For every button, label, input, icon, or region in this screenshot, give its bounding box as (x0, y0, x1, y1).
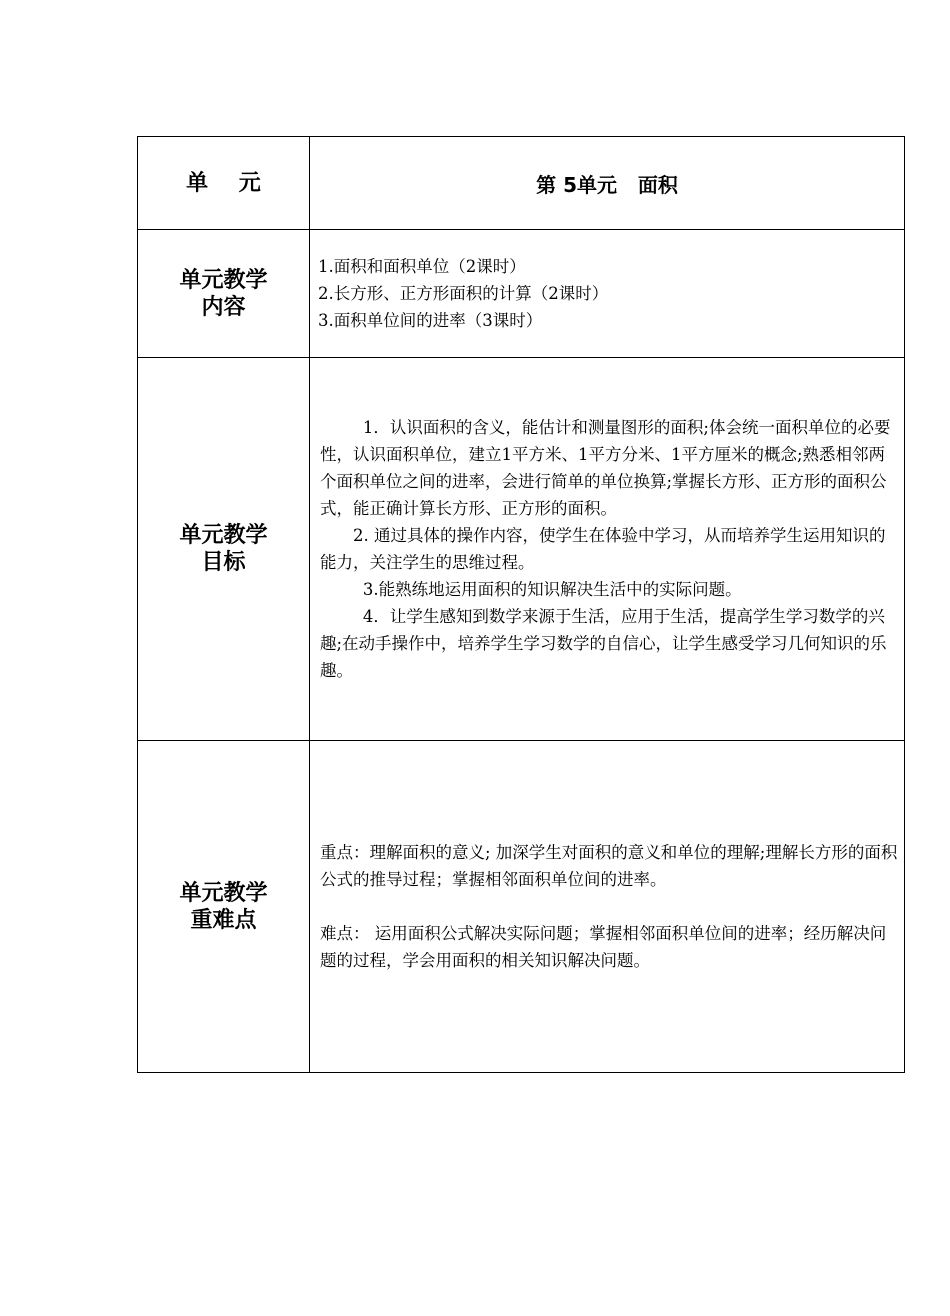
goals-cell (310, 358, 905, 741)
goal-item: 4．让学生感知到数学来源于生活，应用于生活，提高学生学习数学的兴趣;在动手操作中，培养学生学习数学的自信心，让学生感受学习几何知识的乐趣。 (320, 607, 887, 680)
key-points-text (310, 839, 904, 974)
unit-title: 第 5单元 面积 (536, 172, 678, 197)
goal-item: 3.能熟练地运用面积的知识解决生活中的实际问题。 (362, 580, 742, 599)
goal-item: 1．认识面积的含义，能估计和测量图形的面积;体会统一面积单位的必要性，认识面积单位，建立1平方米、1平方分米、1平方厘米的概念;熟悉相邻两个面积单位之间的进率，会进行简单的单位换算;掌握长方形、正方形的面积公式，能正确计算长方形、正方形的面积。 (320, 418, 891, 518)
key-points-cell (310, 741, 905, 1073)
key-points-label: 单元教学 重难点 (179, 880, 268, 933)
goal-item: 2. 通过具体的操作内容，使学生在体验中学习，从而培养学生运用知识的能力，关注学生的思维过程。 (320, 526, 886, 572)
goals-label: 单元教学 目标 (179, 523, 268, 575)
unit-plan-table (137, 136, 905, 1073)
content-item: 1.面积和面积单位（2课时） (318, 257, 526, 276)
content-item: 3.面积单位间的进率（3课时） (318, 311, 543, 330)
goals-list (310, 414, 904, 684)
content-label: 单元教学 内容 (179, 267, 268, 320)
unit-title-cell (310, 137, 905, 230)
unit-row (138, 137, 905, 230)
goals-row (138, 358, 905, 741)
unit-label: 单 元 (186, 170, 261, 196)
key-points-row (138, 741, 905, 1073)
content-label-cell (138, 230, 310, 358)
paragraph-spacer (320, 893, 898, 920)
key-points-label-cell (138, 741, 310, 1073)
content-list (310, 253, 904, 334)
content-item: 2.长方形、正方形面积的计算（2课时） (318, 284, 609, 303)
unit-label-cell (138, 137, 310, 230)
key-point-focus: 重点：理解面积的意义; 加深学生对面积的意义和单位的理解;理解长方形的面积公式的推导过程；掌握相邻面积单位间的进率。 (320, 843, 898, 889)
goals-label-cell (138, 358, 310, 741)
key-point-difficulty: 难点： 运用面积公式解决实际问题；掌握相邻面积单位间的进率；经历解决问题的过程，学会用面积的相关知识解决问题。 (320, 924, 887, 970)
content-cell (310, 230, 905, 358)
content-row (138, 230, 905, 358)
